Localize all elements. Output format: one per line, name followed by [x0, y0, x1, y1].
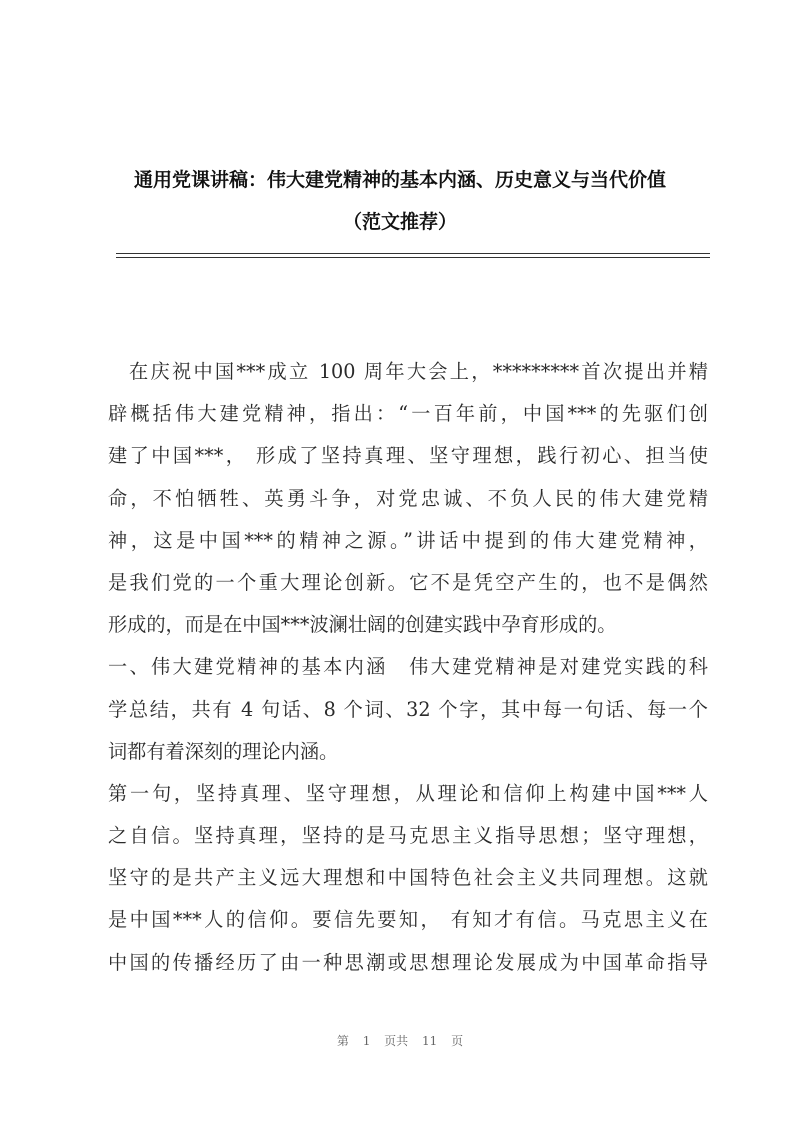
footer-suffix: 页 [451, 1034, 464, 1048]
body-line: 建了中国***， 形成了坚持真理、坚守理想，践行初心、担当使 [108, 444, 708, 468]
document-title-line-2: （范文推荐） [342, 211, 457, 233]
body-line: 中国的传播经历了由一种思潮或思想理论发展成为中国革命指导 [108, 950, 708, 974]
body-line: 坚守的是共产主义远大理想和中国特色社会主义共同理想。这就 [108, 866, 708, 890]
footer-middle: 页共 [384, 1034, 409, 1048]
document-title-line-1: 通用党课讲稿：伟大建党精神的基本内涵、历史意义与当代价值 [133, 169, 666, 191]
body-line: 形成的，而是在中国***波澜壮阔的创建实践中孕育形成的。 [108, 613, 617, 637]
body-line: 是我们党的一个重大理论创新。它不是凭空产生的，也不是偶然 [108, 570, 708, 594]
title-divider-bottom [116, 257, 710, 258]
title-divider-top [116, 253, 710, 254]
body-line: 一、伟大建党精神的基本内涵 伟大建党精神是对建党实践的科 [108, 655, 708, 679]
footer-total-pages: 11 [422, 1034, 438, 1048]
body-line: 在庆祝中国***成立 100 周年大会上，*********首次提出并精 [129, 360, 708, 383]
document-body [108, 351, 708, 984]
body-line: 是中国***人的信仰。要信先要知， 有知才有信。马克思主义在 [108, 908, 708, 932]
page-footer [0, 1032, 800, 1049]
body-line: 学总结，共有 4 句话、8 个词、32 个字，其中每一句话、每一个 [108, 697, 708, 721]
body-line: 命，不怕牺牲、英勇斗争，对党忠诚、不负人民的伟大建党精 [108, 486, 708, 510]
body-line: 之自信。坚持真理，坚持的是马克思主义指导思想；坚守理想， [108, 824, 708, 848]
body-line: 词都有着深刻的理论内涵。 [108, 739, 339, 763]
footer-prefix: 第 [336, 1034, 349, 1048]
footer-page-number: 1 [362, 1034, 371, 1048]
body-line: 辟概括伟大建党精神，指出：“一百年前，中国***的先驱们创 [108, 402, 708, 426]
body-line: 神，这是中国***的精神之源。”讲话中提到的伟大建党精神， [108, 528, 708, 552]
body-line: 第一句，坚持真理、坚守理想，从理论和信仰上构建中国***人 [108, 781, 708, 805]
